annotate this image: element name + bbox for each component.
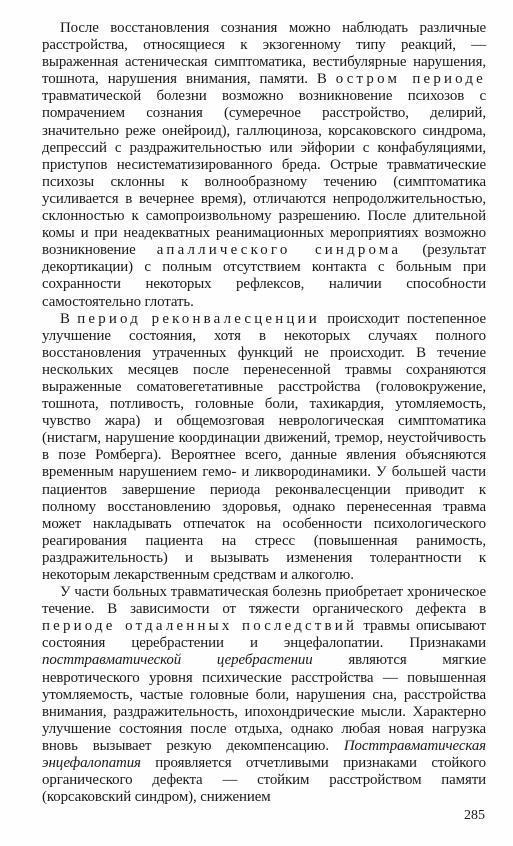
body-text <box>42 20 486 806</box>
text-span: проявляется отчетливыми признаками стойкого органического дефекта — стойким расстройством памяти (корсаковский синдром), снижением <box>42 755 486 806</box>
text-span: В <box>60 310 78 327</box>
italic-term-encephalopathy: Посттравматическая энцефалопатия <box>42 737 486 772</box>
text-span: травматической болезни возможно возникновение психозов с помрачением сознания (сумеречное расстройство, делирий, значительно реже онейроид), галлюциноза, корсаковского синдрома, депрессий с раздражительностью или эйфории с конфабуляциями, приступов несистематизированного бреда. Острые травматические психозы склонны к волнообразному течению (симптоматика усиливается в вечернее время), отличаются непродолжительностью, склонностью к самопроизвольному разрешению. После длительной комы и при неадекватных реанимационных мероприятиях возможно возникновение <box>42 88 486 259</box>
spaced-term-acute-period: остром периоде <box>335 71 486 88</box>
text-span: У части больных травматическая болезнь приобретает хроническое течение. В зависимости от тяжести органического дефекта в <box>42 584 486 618</box>
spaced-term-remote-consequences: периоде отдаленных последствий <box>42 618 358 635</box>
spaced-term-apallic-syndrome: апаллического синдрома <box>156 242 402 259</box>
text-span: (результат декортикации) с полным отсутствием контакта с больным при сохранности некоторых рефлексов, наличии способности самостоятельно глотать. <box>42 242 486 310</box>
paragraph-acute-period <box>42 20 486 311</box>
text-span: После восстановления сознания можно наблюдать различные расстройства, относящиеся к экзогенному типу реакций, — выраженная астеническая симптоматика, вестибулярные нарушения, тошнота, нарушения внимания, памяти. В <box>42 20 486 88</box>
text-span: являются мягкие невротического уровня психические расстройства — повышенная утомляемость, частые головные боли, нарушения сна, расстройства внимания, раздражительность, ипохондрические мысли. Характерно улучшение состояния после отдыха, однако любая новая нагрузка вновь вызывает резкую декомпенсацию. <box>42 652 486 754</box>
italic-term-cerebrasthenia: посттравматической церебрастении <box>42 652 313 669</box>
paragraph-chronic-course <box>42 584 486 806</box>
text-span: травмы описывают состояния церебрастении и энцефалопатии. Признаками <box>42 618 486 652</box>
paragraph-reconvalescence <box>42 311 486 585</box>
text-span: происходит постепенное улучшение состояния, хотя в некоторых случаях полного восстановления утраченных функций не происходит. В течение нескольких месяцев после перенесенной травмы сохраняются выраженные соматовегетативные расстройства (головокружение, тошнота, потливость, головные боли, тахикардия, утомляемость, чувство жара) и общемозговая неврологическая симптоматика (нистагм, нарушение координации движений, тремор, неустойчивость в позе Ромберга). Вероятнее всего, данные явления объясняются временным нарушением гемо- и ликвородинамики. У большей части пациентов завершение периода реконвалесценции приводит к полному восстановлению здоровья, однако перенесенная травма может накладывать отпечаток на особенности психологического реагирования пациента на стресс (повышенная ранимость, раздражительность) и вызывать изменения толерантности к некоторым лекарственным средствам и алкоголю. <box>42 310 486 583</box>
spaced-term-reconvalescence: период реконвалесценции <box>77 310 320 327</box>
page-number: 285 <box>464 808 485 823</box>
